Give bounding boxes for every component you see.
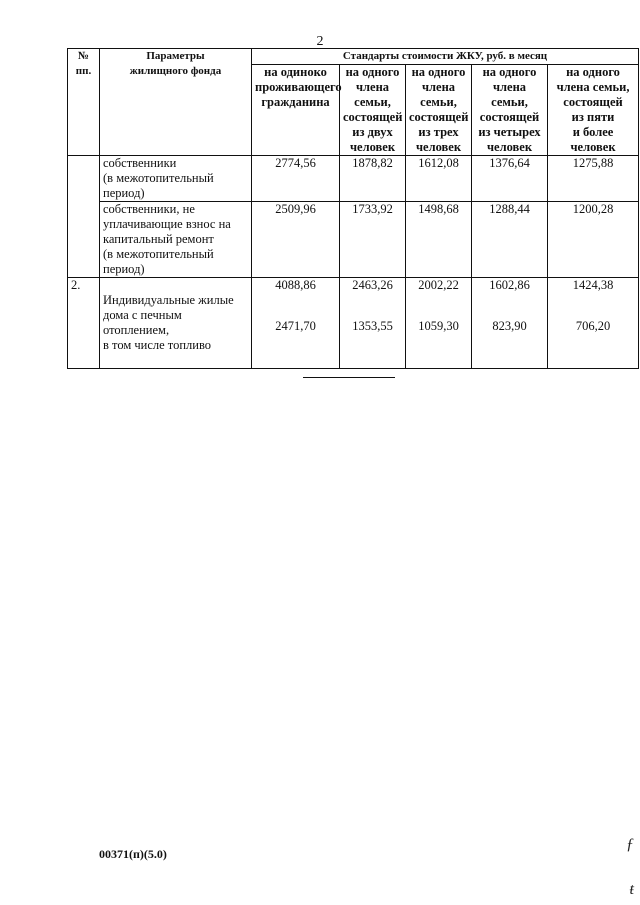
header-row-top [68,49,639,65]
housing-cost-standards-table [67,48,639,369]
row-value-gap [475,293,544,319]
header-standards: Стандарты стоимости ЖКУ, руб. в месяц [252,49,639,65]
header-col-single: на одиноко проживающего гражданина [252,65,340,156]
document-code: 00371(п)(5.0) [99,847,167,861]
row-value-group [340,278,406,369]
row-label: Индивидуальные жилые дома с печным отоплением, [103,293,234,337]
row-value: 1612,08 [406,156,472,202]
row-value: 1288,44 [472,202,548,278]
closing-divider-line [303,377,395,378]
row-label: собственники, не уплачивающие взнос на капитальный ремонт (в межотопительный период) [100,202,252,278]
margin-mark-lower: ŧ [629,881,634,898]
row-num: 2. [68,278,100,369]
row-value-group [406,278,472,369]
page-number: 2 [316,34,324,49]
row-value-gap [255,293,336,319]
row-value: 1200,28 [548,202,639,278]
row-value: 2463,26 [352,278,393,292]
row-value-group [252,278,340,369]
header-col-three: на одного члена семьи, состоящей из трех человек [406,65,472,156]
table-row [68,278,639,369]
row-value: 2774,56 [252,156,340,202]
row-value: 1878,82 [340,156,406,202]
row-sub-value: 2471,70 [275,319,316,333]
row-value: 2509,96 [252,202,340,278]
margin-mark-upper: ƒ [626,836,634,853]
row-value: 1275,88 [548,156,639,202]
header-col-four: на одного члена семьи, состоящей из четырех человек [472,65,548,156]
row-sub-value: 706,20 [575,319,611,333]
header-params: Параметры жилищного фонда [100,49,252,156]
row-value-gap [551,293,635,319]
row-value: 4088,86 [275,278,316,292]
row-sub-value: 823,90 [492,319,527,333]
header-col-five: на одного члена семьи, состоящей из пяти и более человек [548,65,639,156]
row-label-group [100,278,252,369]
row-sub-label: в том числе топливо [103,338,212,352]
row-sub-value: 1353,55 [352,319,393,333]
row-label: собственники (в межотопительный период) [100,156,252,202]
row-value-group [548,278,639,369]
row-sub-value: 1059,30 [418,319,459,333]
row-value: 2002,22 [418,278,459,292]
row-num [68,156,100,278]
row-value-group [472,278,548,369]
row-value-gap [409,293,468,319]
header-col-two: на одного члена семьи, состоящей из двух человек [340,65,406,156]
row-value: 1376,64 [472,156,548,202]
table-row [68,156,639,202]
table-row [68,202,639,278]
row-value: 1733,92 [340,202,406,278]
row-value-gap [343,293,402,319]
row-value: 1498,68 [406,202,472,278]
row-value: 1424,38 [572,278,614,292]
header-num: № пп. [68,49,100,156]
row-value: 1602,86 [489,278,530,292]
